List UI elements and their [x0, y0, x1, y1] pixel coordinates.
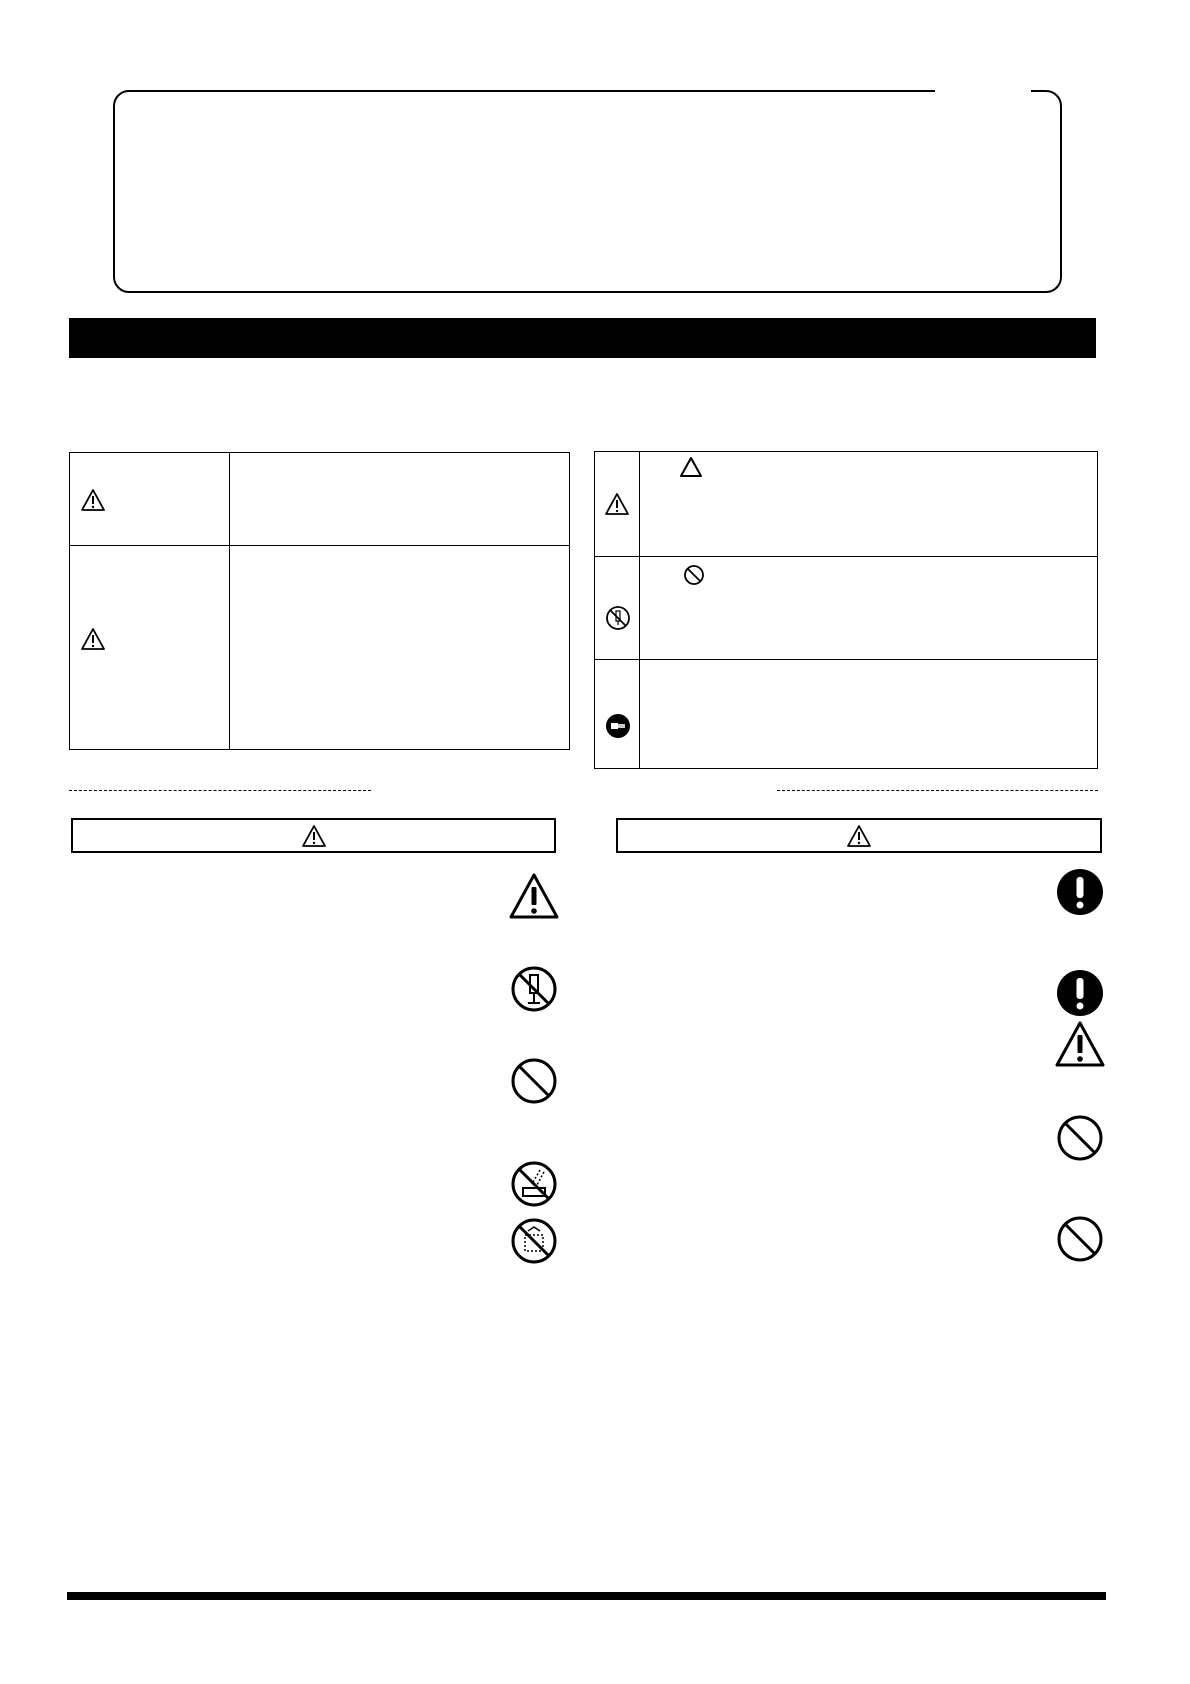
right-column-header — [616, 818, 1102, 853]
symbol-definition-table — [69, 452, 570, 750]
dashed-separator — [69, 790, 371, 791]
footer-rule — [67, 1592, 1106, 1600]
mandatory-exclamation-icon — [1056, 969, 1104, 1017]
caution-triangle-icon — [604, 492, 630, 516]
symbol-meaning-table — [594, 451, 1098, 769]
caution-triangle-icon — [1054, 1020, 1106, 1068]
notice-box — [113, 90, 1062, 293]
prohibited-circle-icon — [510, 1057, 558, 1105]
no-disassemble-icon — [605, 605, 631, 631]
caution-triangle-icon — [846, 824, 872, 848]
no-heat-icon — [510, 1217, 558, 1265]
prohibited-circle-icon — [1056, 1215, 1104, 1263]
caution-triangle-icon — [508, 872, 560, 920]
notice-box-notch — [935, 86, 1031, 94]
caution-triangle-icon — [80, 627, 106, 651]
table-divider — [594, 659, 1098, 660]
prohibited-circle-icon — [1056, 1114, 1104, 1162]
dashed-separator — [777, 790, 1098, 791]
table-divider — [639, 451, 640, 769]
table-divider — [594, 556, 1098, 557]
table-divider — [229, 452, 230, 750]
section-title-bar — [69, 318, 1096, 358]
table-divider — [69, 545, 570, 546]
unplug-icon — [605, 713, 631, 739]
prohibited-circle-icon — [683, 564, 705, 586]
no-water-icon — [510, 1160, 558, 1208]
mandatory-exclamation-icon — [1056, 868, 1104, 916]
caution-triangle-icon — [301, 824, 327, 848]
caution-triangle-icon — [80, 488, 106, 512]
left-column-header — [71, 818, 556, 853]
caution-triangle-icon — [679, 456, 703, 478]
no-disassemble-icon — [510, 965, 558, 1013]
